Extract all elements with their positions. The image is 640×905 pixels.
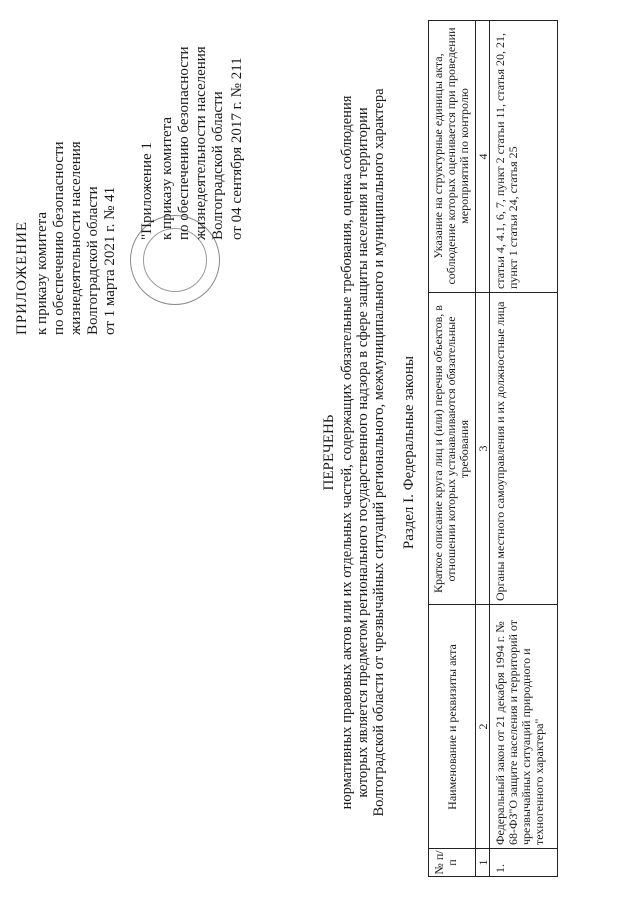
table-header-number: № п/п <box>432 850 459 875</box>
acts-table <box>428 0 558 905</box>
prev-appendix-title: "Приложение 1 <box>139 142 155 240</box>
column-number: 3 <box>476 445 490 452</box>
row-number: 1. <box>493 864 507 873</box>
appendix-date: от 1 марта 2021 г. № 41 <box>102 186 118 335</box>
appendix-line: жизнедеятельности населения <box>68 141 84 335</box>
prev-appendix-line: жизнедеятельности населения <box>193 46 209 240</box>
prev-appendix-date: от 04 сентября 2017 г. № 211 <box>229 57 245 240</box>
column-number: 2 <box>476 723 490 730</box>
heading-line: Волгоградской области от чрезвычайных ситуаций регионального, межмуниципального и муниципального характера <box>371 88 387 817</box>
table-header-units: Указание на структурные единицы акта, соблюдение которых оценивается при проведении мероприятий по контролю <box>431 27 471 285</box>
appendix-title: ПРИЛОЖЕНИЕ <box>14 220 30 335</box>
heading-line: нормативных правовых актов или их отдельных частей, содержащих обязательные требования, оценка соблюдения <box>339 95 355 810</box>
appendix-line: к приказу комитета <box>34 211 50 335</box>
row-act: Федеральный закон от 21 декабря 1994 г. № 68-ФЗ"О защите населения и территорий от чрезвычайных ситуаций природного и техногенного характера" <box>493 619 546 845</box>
appendix-line: по обеспечению безопасности <box>51 141 67 335</box>
table-header-persons: Краткое описание круга лиц и (или) перечня объектов, в отношении которых устанавливаются обязательные требования <box>431 305 471 593</box>
row-units: статьи 4, 4.1, 6, 7, пункт 2 статьи 11, статья 20, 21, пункт 1 статьи 24, статья 25 <box>493 32 520 289</box>
heading-line: которых является предметом регионального государственного надзора в сфере защиты населения и территории <box>355 107 371 798</box>
prev-appendix-line: к приказу комитета <box>159 116 175 240</box>
prev-appendix-line: по обеспечению безопасности <box>176 46 192 240</box>
appendix-line: Волгоградской области <box>85 186 101 335</box>
document-title: ПЕРЕЧЕНЬ <box>321 414 337 491</box>
column-number: 4 <box>476 153 490 160</box>
section-title: Раздел I. Федеральные законы <box>401 355 417 550</box>
column-number: 1 <box>476 859 490 866</box>
table-header-act: Наименование и реквизиты акта <box>445 644 459 810</box>
prev-appendix-line: Волгоградской области <box>210 91 226 240</box>
row-persons: Органы местного самоуправления и их должностные лица <box>493 301 507 601</box>
